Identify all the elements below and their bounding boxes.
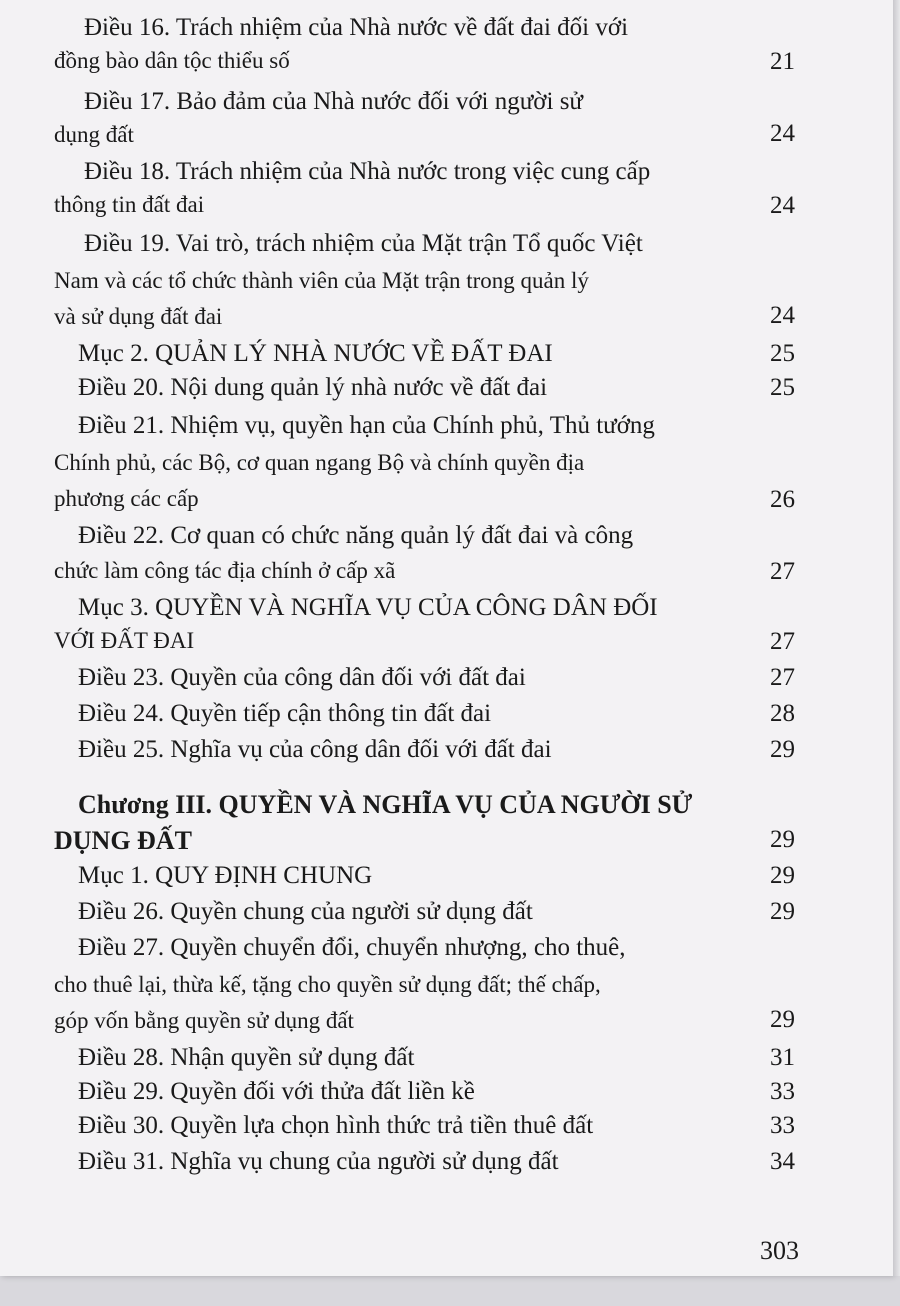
toc-page-number: 29 <box>770 736 795 763</box>
toc-line: dụng đất <box>54 122 134 147</box>
toc-page-number: 34 <box>770 1148 795 1175</box>
toc-line: Nam và các tổ chức thành viên của Mặt trận trong quản lý <box>54 268 589 293</box>
toc-line: và sử dụng đất đai <box>54 304 223 329</box>
toc-page-number: 29 <box>770 898 795 925</box>
toc-line: Điều 16. Trách nhiệm của Nhà nước về đất đai đối với <box>84 14 629 41</box>
toc-line: Điều 24. Quyền tiếp cận thông tin đất đai <box>78 700 492 727</box>
toc-line: VỚI ĐẤT ĐAI <box>54 628 195 653</box>
toc-line: Điều 21. Nhiệm vụ, quyền hạn của Chính phủ, Thủ tướng <box>78 412 655 439</box>
toc-page-number: 25 <box>770 374 795 401</box>
toc-page-number: 29 <box>770 1006 795 1033</box>
toc-page-number: 24 <box>770 302 795 329</box>
toc-line: Mục 1. QUY ĐỊNH CHUNG <box>78 862 373 889</box>
show-through-text <box>430 0 890 1306</box>
toc-line: Điều 29. Quyền đối với thửa đất liền kề <box>78 1078 475 1105</box>
toc-line: Mục 2. QUẢN LÝ NHÀ NƯỚC VỀ ĐẤT ĐAI <box>78 340 553 367</box>
toc-line: Điều 31. Nghĩa vụ chung của người sử dụng đất <box>78 1148 559 1175</box>
toc-line: Điều 22. Cơ quan có chức năng quản lý đất đai và công <box>78 522 634 549</box>
toc-page-number: 33 <box>770 1112 795 1139</box>
toc-line: Điều 23. Quyền của công dân đối với đất đai <box>78 664 526 691</box>
toc-line: Điều 26. Quyền chung của người sử dụng đất <box>78 898 533 925</box>
toc-page-number: 33 <box>770 1078 795 1105</box>
toc-page-number: 27 <box>770 558 795 585</box>
chapter-heading: Chương III. QUYỀN VÀ NGHĨA VỤ CỦA NGƯỜI SỬ <box>78 790 693 819</box>
toc-line: cho thuê lại, thừa kế, tặng cho quyền sử dụng đất; thế chấp, <box>54 972 601 997</box>
page-number: 303 <box>760 1236 799 1265</box>
toc-page-number: 24 <box>770 192 795 219</box>
toc-line: Điều 30. Quyền lựa chọn hình thức trả tiền thuê đất <box>78 1112 594 1139</box>
toc-line: Điều 19. Vai trò, trách nhiệm của Mặt trận Tổ quốc Việt <box>84 230 643 257</box>
toc-line: Điều 27. Quyền chuyển đổi, chuyển nhượng, cho thuê, <box>78 934 626 961</box>
toc-line: Điều 20. Nội dung quản lý nhà nước về đất đai <box>78 374 548 401</box>
toc-line: thông tin đất đai <box>54 192 205 217</box>
toc-page-number: 28 <box>770 700 795 727</box>
toc-line: đồng bào dân tộc thiểu số <box>54 48 290 73</box>
toc-page-number: 29 <box>770 826 795 853</box>
toc-line: Mục 3. QUYỀN VÀ NGHĨA VỤ CỦA CÔNG DÂN ĐỐI <box>78 594 658 621</box>
toc-page-number: 21 <box>770 48 795 75</box>
toc-line: Điều 25. Nghĩa vụ của công dân đối với đất đai <box>78 736 552 763</box>
toc-line: Điều 17. Bảo đảm của Nhà nước đối với người sử <box>84 88 583 115</box>
toc-line: góp vốn bằng quyền sử dụng đất <box>54 1008 354 1033</box>
toc-line: Điều 28. Nhận quyền sử dụng đất <box>78 1044 415 1071</box>
page-edge <box>893 0 900 1276</box>
toc-line: Điều 18. Trách nhiệm của Nhà nước trong việc cung cấp <box>84 158 651 185</box>
toc-page-number: 24 <box>770 120 795 147</box>
toc-line: chức làm công tác địa chính ở cấp xã <box>54 558 396 583</box>
chapter-heading: DỤNG ĐẤT <box>54 826 192 855</box>
toc-line: phương các cấp <box>54 486 199 511</box>
toc-page-number: 31 <box>770 1044 795 1071</box>
toc-line: Chính phủ, các Bộ, cơ quan ngang Bộ và chính quyền địa <box>54 450 585 475</box>
toc-page-number: 27 <box>770 628 795 655</box>
toc-page-number: 29 <box>770 862 795 889</box>
toc-page-number: 25 <box>770 340 795 367</box>
toc-page-number: 26 <box>770 486 795 513</box>
toc-page-number: 27 <box>770 664 795 691</box>
